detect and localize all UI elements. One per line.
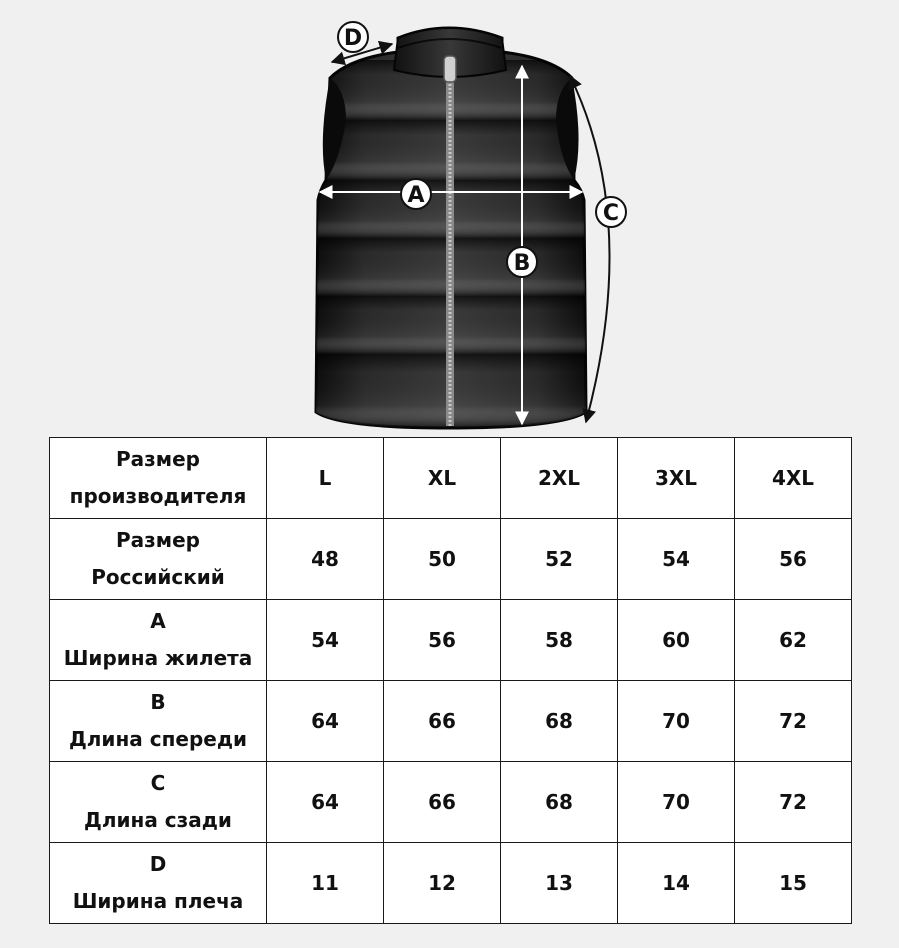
row-header-line-2: Ширина плеча — [72, 889, 244, 913]
table-cell: 12 — [384, 843, 501, 924]
table-cell: 62 — [735, 600, 852, 681]
table-cell: 13 — [501, 843, 618, 924]
row-header — [50, 600, 267, 681]
table-row-width — [50, 600, 852, 681]
table-cell: 56 — [735, 519, 852, 600]
vest-diagram — [0, 0, 899, 436]
row-header-line-2: Длина сзади — [84, 808, 232, 832]
table-cell: 3XL — [618, 438, 735, 519]
table-cell: 64 — [267, 762, 384, 843]
row-header-line-2: Ширина жилета — [63, 646, 253, 670]
row-header-line-1: D — [149, 852, 167, 876]
row-header-line-1: Размер — [115, 447, 200, 471]
row-header — [50, 681, 267, 762]
table-cell: 56 — [384, 600, 501, 681]
table-cell: 70 — [618, 681, 735, 762]
table-cell: 66 — [384, 681, 501, 762]
table-cell: 66 — [384, 762, 501, 843]
table-row-shoulder-width — [50, 843, 852, 924]
row-header — [50, 519, 267, 600]
table-cell: 60 — [618, 600, 735, 681]
label-a: A — [407, 183, 425, 208]
row-header-line-2: Российский — [91, 565, 225, 589]
table-cell: 14 — [618, 843, 735, 924]
table-cell: 64 — [267, 681, 384, 762]
table-cell: 54 — [267, 600, 384, 681]
row-header-line-1: C — [150, 771, 166, 795]
table-cell: 72 — [735, 681, 852, 762]
row-header — [50, 762, 267, 843]
row-header-line-1: A — [150, 609, 166, 633]
table-cell: 68 — [501, 762, 618, 843]
size-table — [49, 437, 852, 924]
vest-illustration — [0, 0, 899, 436]
label-c: C — [602, 201, 620, 226]
table-cell: 70 — [618, 762, 735, 843]
label-b: B — [513, 251, 531, 276]
table-cell: 68 — [501, 681, 618, 762]
table-cell: 48 — [267, 519, 384, 600]
table-cell: 11 — [267, 843, 384, 924]
table-row-front-length — [50, 681, 852, 762]
table-row-back-length — [50, 762, 852, 843]
table-cell: 50 — [384, 519, 501, 600]
table-cell: XL — [384, 438, 501, 519]
row-header-line-1: Размер — [115, 528, 200, 552]
label-d: D — [343, 26, 363, 51]
table-cell: 58 — [501, 600, 618, 681]
table-cell: 15 — [735, 843, 852, 924]
row-header-line-2: Длина спереди — [68, 727, 248, 751]
table-cell: 52 — [501, 519, 618, 600]
row-header-line-1: B — [150, 690, 166, 714]
table-cell: 2XL — [501, 438, 618, 519]
table-row-manufacturer-size — [50, 438, 852, 519]
row-header — [50, 438, 267, 519]
table-cell: 54 — [618, 519, 735, 600]
row-header — [50, 843, 267, 924]
table-cell: L — [267, 438, 384, 519]
row-header-line-2: производителя — [69, 484, 247, 508]
table-row-russian-size — [50, 519, 852, 600]
table-cell: 4XL — [735, 438, 852, 519]
table-cell: 72 — [735, 762, 852, 843]
